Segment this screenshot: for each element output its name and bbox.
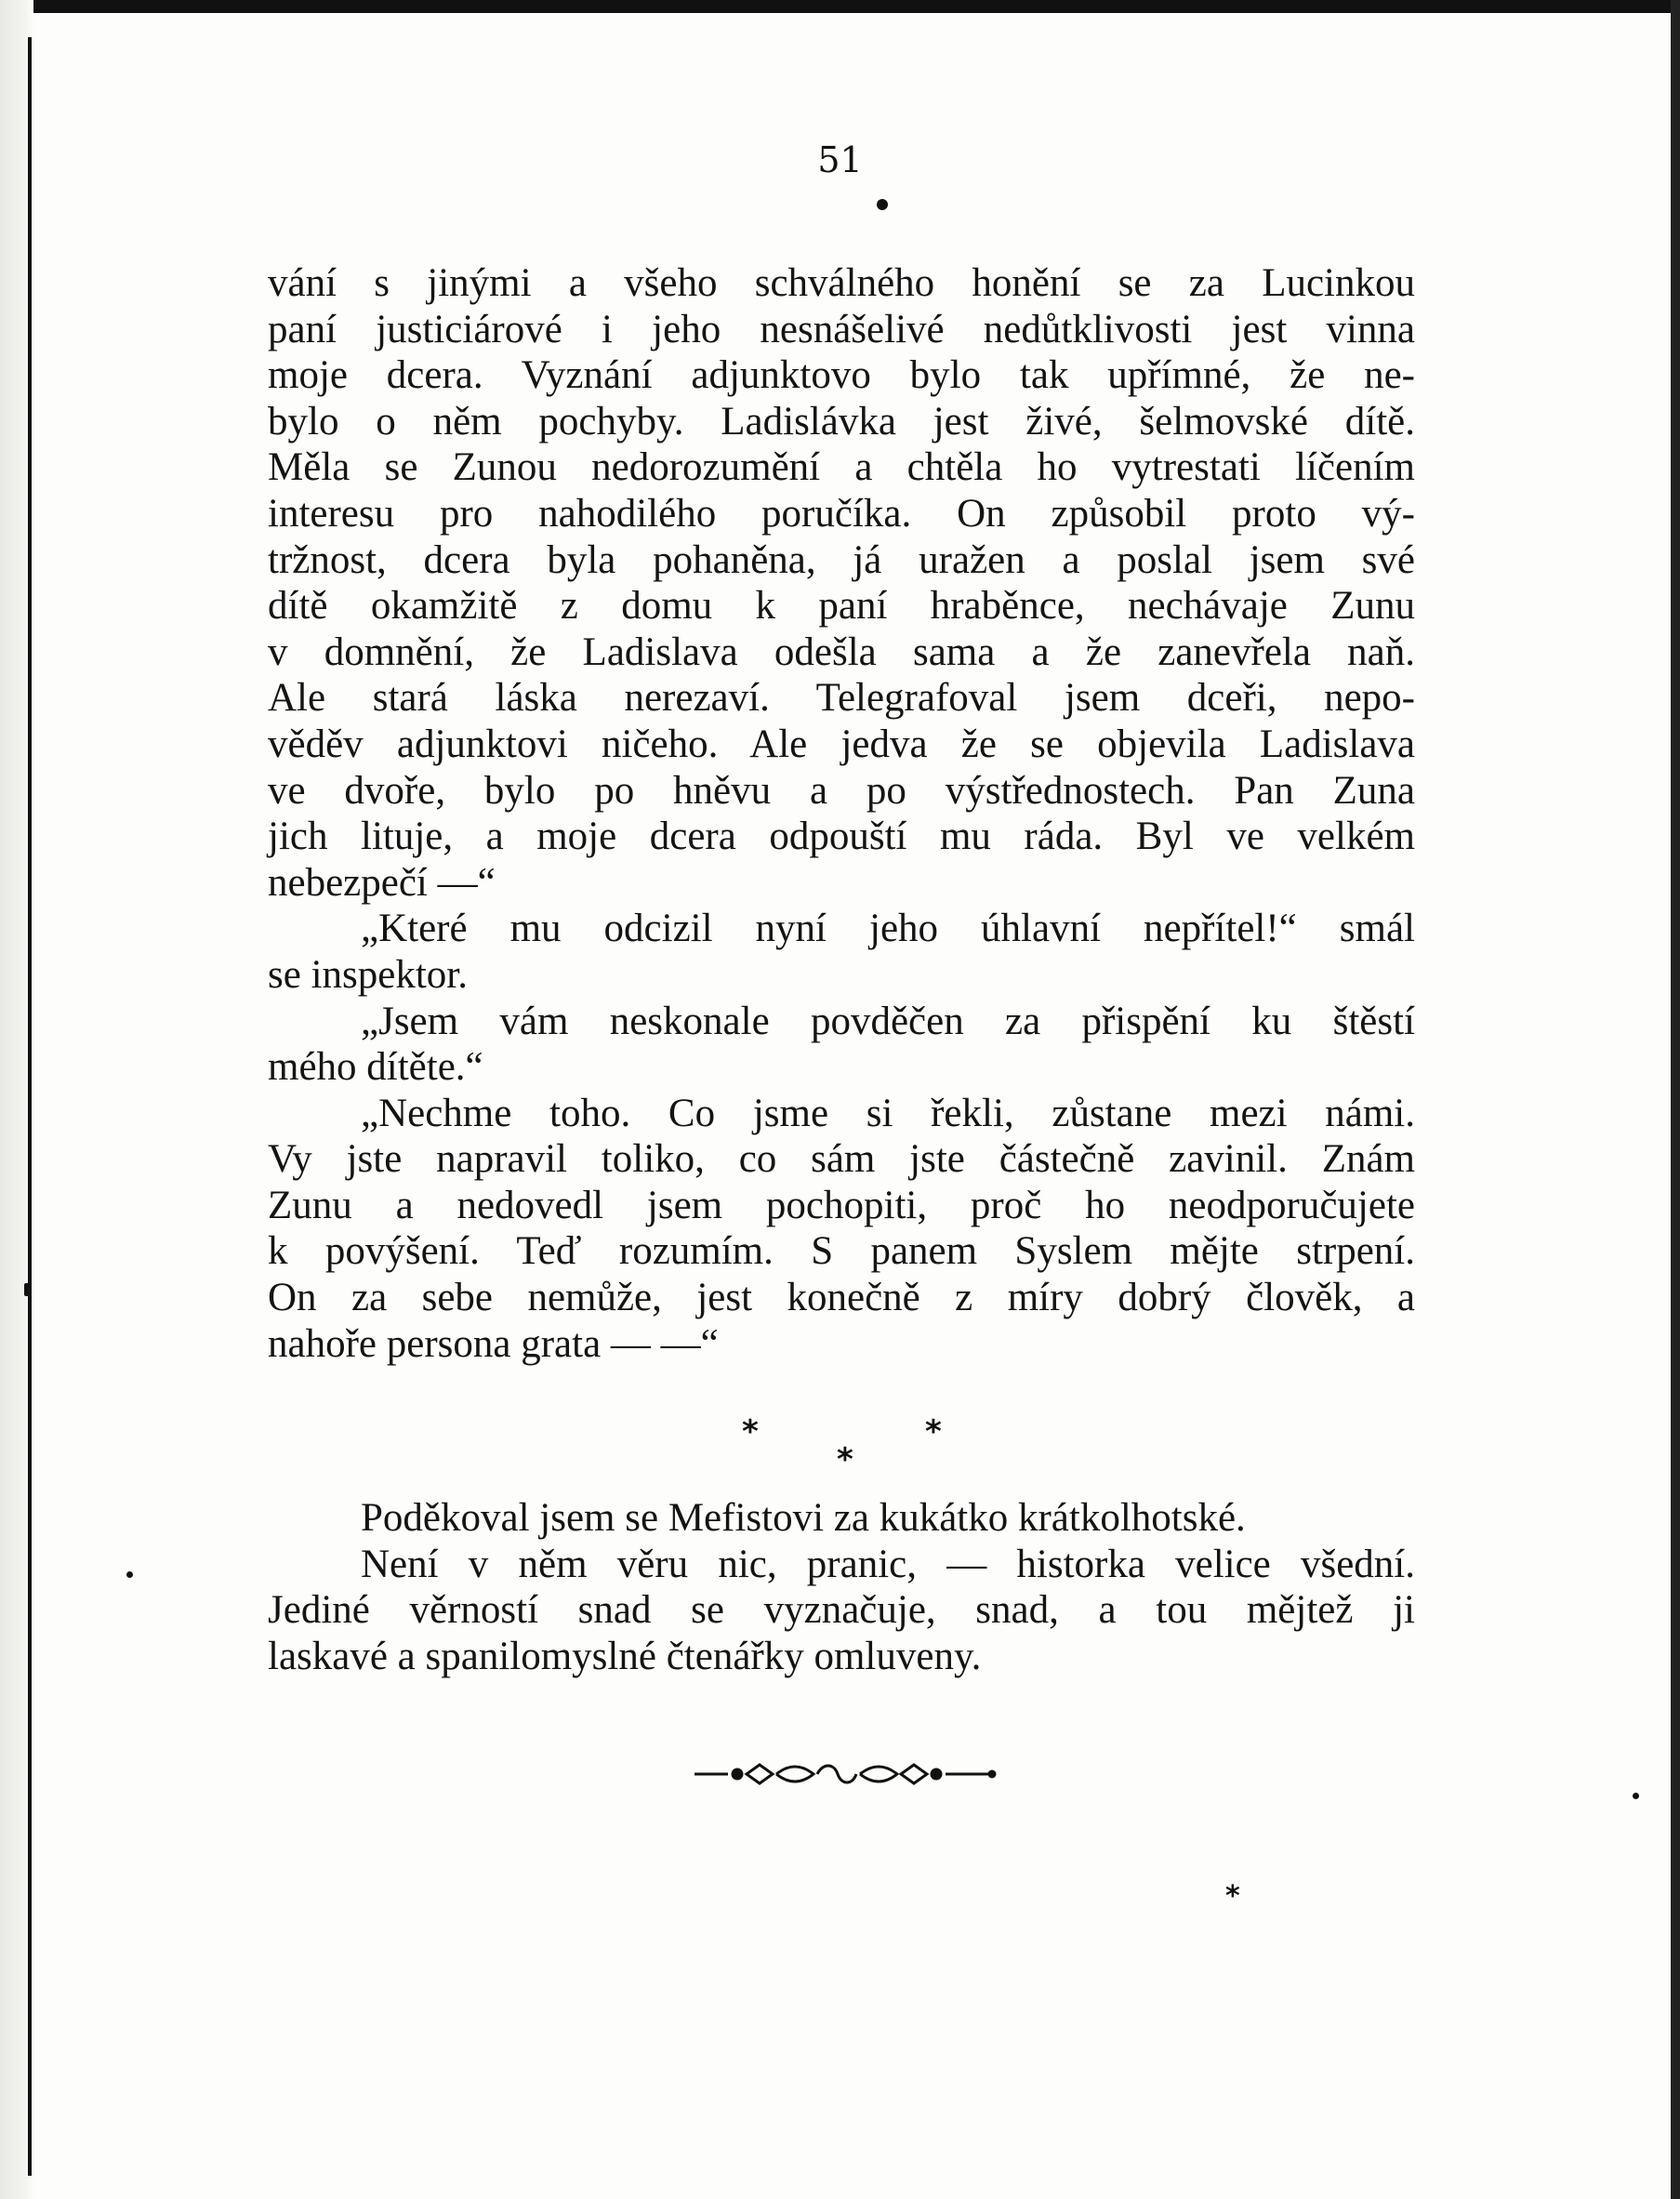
stray-star: * [1225,1880,1240,1913]
scan-binding-line [28,37,32,2176]
text-line: dítě okamžitě z domu k paní hraběnce, nechávaje Zunu [268,584,1415,629]
text-line: interesu pro nahodilého poručíka. On způsobil proto vý- [268,491,1415,536]
text-line: ve dvoře, bylo po hněvu a po výstřednostech. Pan Zuna [268,768,1415,813]
ink-dot [24,1283,32,1296]
text-line: Měla se Zunou nedorozumění a chtěla ho vytrestati líčením [268,445,1415,490]
tailpiece-ornament-icon [693,1755,999,1793]
text-line: se inspektor. [268,952,468,997]
page-number: 51 [817,139,863,180]
text-line: paní justiciárové i jeho nesnášelivé nedůtklivosti jest vinna [268,307,1415,351]
text-line: „Nechme toho. Co jsme si řekli, zůstane mezi námi. [361,1091,1415,1135]
text-line: nahoře persona grata — —“ [268,1321,719,1366]
ink-dot [126,1571,133,1578]
text-line: Zunu a nedovedl jsem pochopiti, proč ho neodporučujete [268,1183,1415,1227]
text-line: nebezpečí —“ [268,860,496,905]
text-line: vání s jinými a všeho schválného honění se za Lucinkou [268,261,1415,305]
text-line: bylo o něm pochyby. Ladislávka jest živé, šelmovské dítě. [268,399,1415,444]
asterism-star: * [925,1413,942,1451]
closing-text [268,1495,1415,1679]
ink-dot [1633,1793,1639,1799]
text-line: Vy jste napravil toliko, co sám jste částečně zavinil. Znám [268,1137,1415,1182]
text-line: Ale stará láska nerezaví. Telegrafoval jsem dceři, nepo- [268,676,1415,721]
ink-dot [877,199,888,210]
asterism-star: * [837,1441,853,1478]
text-line: On za sebe nemůže, jest konečně z míry dobrý člověk, a [268,1276,1415,1320]
text-line: laskavé a spanilomyslné čtenářky omluveny. [268,1634,982,1678]
scan-right-edge [1671,0,1680,2199]
asterism [0,1413,1680,1488]
text-line: „Které mu odcizil nyní jeho úhlavní nepřítel!“ smál [361,907,1415,951]
text-line: moje dcera. Vyznání adjunktovo bylo tak upřímné, že ne- [268,353,1415,398]
text-line: k povýšení. Teď rozumím. S panem Syslem mějte strpení. [268,1229,1415,1274]
scan-top-edge [0,0,1680,13]
text-line: „Jsem vám neskonale povděčen za přispění ku štěstí [361,999,1415,1043]
text-line: věděv adjunktovi ničeho. Ale jedva že se objevila Ladislava [268,722,1415,766]
text-line: Není v něm věru nic, pranic, — historka velice všední. [361,1542,1415,1586]
text-line: v domnění, že Ladislava odešla sama a že zanevřela naň. [268,629,1415,674]
text-line: mého dítěte.“ [268,1045,483,1090]
text-line: Jediné věrností snad se vyznačuje, snad, a tou mějtež ji [268,1588,1415,1633]
text-line: tržnost, dcera byla pohaněna, já uražen a poslal jsem své [268,537,1415,582]
asterism-star: * [742,1413,759,1451]
text-line: jich lituje, a moje dcera odpouští mu ráda. Byl ve velkém [268,815,1415,859]
text-line: Poděkoval jsem se Mefistovi za kukátko krátkolhotské. [361,1496,1246,1540]
main-text [268,260,1415,1367]
